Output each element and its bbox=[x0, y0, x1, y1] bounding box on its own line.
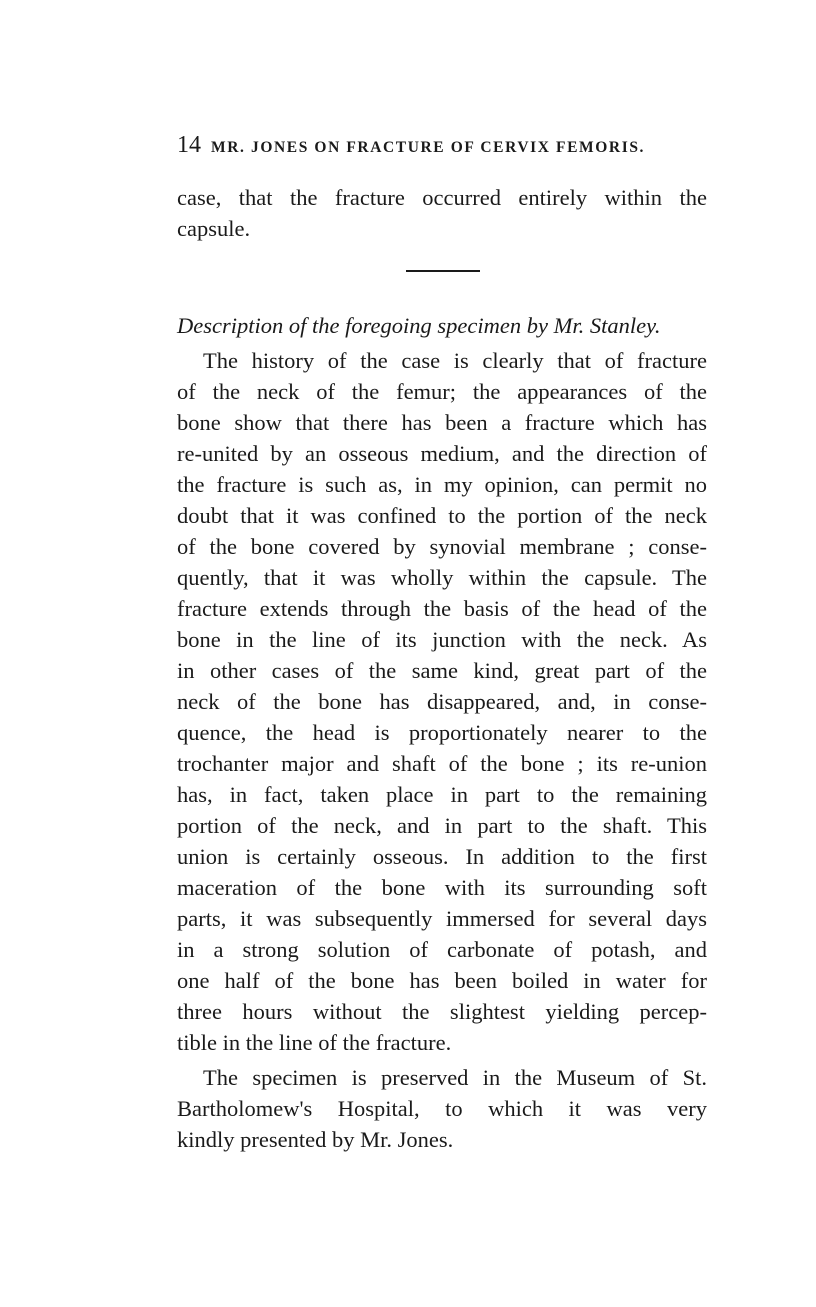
running-title: MR. JONES ON FRACTURE OF CERVIX FEMORIS. bbox=[211, 139, 646, 156]
body-paragraph-1 bbox=[177, 345, 707, 1058]
text-line: tible in the line of the fracture. bbox=[177, 1030, 452, 1055]
text-line: three hours without the slightest yielding percep- bbox=[177, 999, 707, 1024]
text-line: the fracture is such as, in my opinion, can permit no bbox=[177, 472, 707, 497]
text-line: The history of the case is clearly that of fracture bbox=[203, 348, 707, 373]
text-line: re-united by an osseous medium, and the direction of bbox=[177, 441, 707, 466]
text-line: bone show that there has been a fracture which has bbox=[177, 410, 707, 435]
body-paragraph-2 bbox=[177, 1062, 707, 1155]
section-divider bbox=[406, 270, 480, 272]
text-line: union is certainly osseous. In addition to the first bbox=[177, 844, 707, 869]
text-line: The specimen is preserved in the Museum of St. bbox=[203, 1065, 707, 1090]
text-line: neck of the bone has disappeared, and, in conse- bbox=[177, 689, 707, 714]
text-line: Bartholomew's Hospital, to which it was very bbox=[177, 1096, 707, 1121]
text-line: fracture extends through the basis of the head of the bbox=[177, 596, 707, 621]
text-line: bone in the line of its junction with the neck. As bbox=[177, 627, 707, 652]
text-line: parts, it was subsequently immersed for several days bbox=[177, 906, 707, 931]
page bbox=[177, 132, 707, 1155]
text-line: capsule. bbox=[177, 216, 251, 241]
text-line: portion of the neck, and in part to the shaft. This bbox=[177, 813, 707, 838]
page-number: 14 bbox=[177, 132, 201, 158]
text-line: of the neck of the femur; the appearances of the bbox=[177, 379, 707, 404]
section-heading: Description of the foregoing specimen by Mr. Stanley. bbox=[177, 313, 661, 338]
running-head bbox=[177, 132, 707, 166]
intro-paragraph bbox=[177, 182, 707, 244]
text-line: maceration of the bone with its surrounding soft bbox=[177, 875, 707, 900]
text-line: doubt that it was confined to the portion of the neck bbox=[177, 503, 707, 528]
text-line: quence, the head is proportionately nearer to the bbox=[177, 720, 707, 745]
text-line: kindly presented by Mr. Jones. bbox=[177, 1127, 454, 1152]
text-line: trochanter major and shaft of the bone ; its re-union bbox=[177, 751, 707, 776]
text-line: one half of the bone has been boiled in water for bbox=[177, 968, 707, 993]
text-line: in a strong solution of carbonate of potash, and bbox=[177, 937, 707, 962]
text-line: quently, that it was wholly within the capsule. The bbox=[177, 565, 707, 590]
text-line: in other cases of the same kind, great part of the bbox=[177, 658, 707, 683]
text-line: case, that the fracture occurred entirely within the bbox=[177, 185, 707, 210]
text-line: has, in fact, taken place in part to the remaining bbox=[177, 782, 707, 807]
text-line: of the bone covered by synovial membrane ; conse- bbox=[177, 534, 707, 559]
